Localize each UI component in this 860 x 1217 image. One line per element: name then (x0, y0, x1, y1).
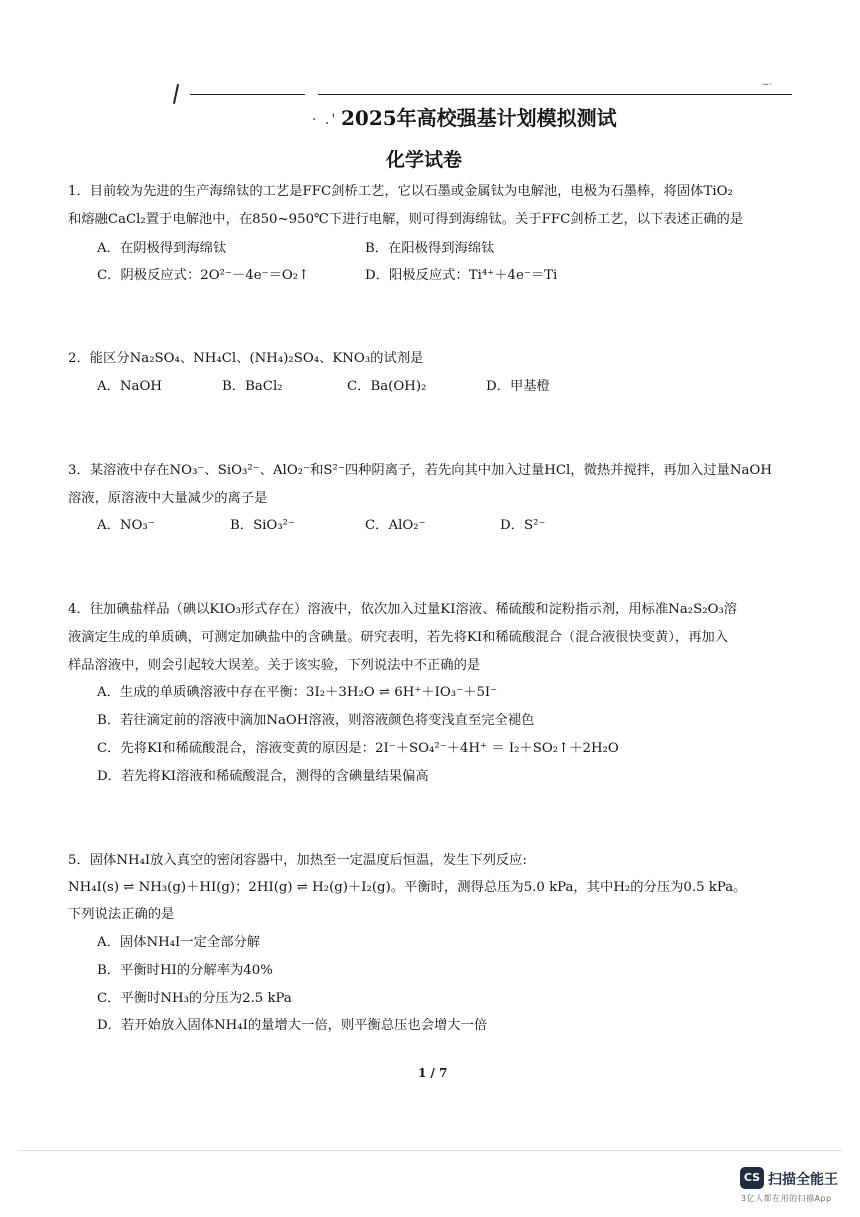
q5-option-c: C．平衡时NH₃的分压为2.5 kPa (97, 991, 292, 1006)
q3-text-line: 3．某溶液中存在NO₃⁻、SiO₃²⁻、AlO₂⁻和S²⁻四种阴离子，若先向其中加入过量HCl，微热并搅拌，再加入过量NaOH (68, 463, 772, 478)
q3-option-a: A．NO₃⁻ (97, 518, 155, 533)
header-rule-right (318, 94, 792, 95)
q1-option-c: C．阴极反应式：2O²⁻－4e⁻＝O₂↑ (97, 268, 310, 283)
q1-option-b: B．在阳极得到海绵钛 (365, 241, 495, 256)
q2-option-a: A．NaOH (97, 379, 162, 394)
q3-option-d: D．S²⁻ (500, 518, 546, 533)
q5-option-d: D．若开始放入固体NH₄I的量增大一倍，则平衡总压也会增大一倍 (97, 1018, 488, 1033)
header-rule-left (190, 94, 305, 95)
q5-text-line: NH₄I(s) ⇌ NH₃(g)＋HI(g)；2HI(g) ⇌ H₂(g)＋I₂(g)。平衡时，测得总压为5.0 kPa，其中H₂的分压为0.5 kPa。 (68, 880, 747, 895)
q4-text-line: 样品溶液中，则会引起较大误差。关于该实验，下列说法中不正确的是 (68, 658, 481, 673)
scanner-app-tagline: 3亿人都在用的扫描App (741, 1194, 832, 1203)
q4-option-b: B．若往滴定前的溶液中滴加NaOH溶液，则溶液颜色将变浅直至完全褪色 (97, 713, 535, 728)
q1-text-line: 1．目前较为先进的生产海绵钛的工艺是FFC剑桥工艺，它以石墨或金属钛为电解池，电极为石墨棒，将固体TiO₂ (68, 184, 733, 199)
page-number: 1 / 7 (418, 1066, 448, 1080)
corner-mark: ~· (762, 80, 773, 90)
q2-option-c: C．Ba(OH)₂ (347, 379, 427, 394)
q4-text-line: 液滴定生成的单质碘，可测定加碘盐中的含碘量。研究表明，若先将KI和稀硫酸混合（混合液很快变黄），再加入 (68, 630, 729, 645)
q1-option-d: D．阳极反应式：Ti⁴⁺＋4e⁻＝Ti (365, 268, 558, 283)
scan-mark (173, 84, 179, 104)
q4-text-line: 4．往加碘盐样品（碘以KIO₃形式存在）溶液中，依次加入过量KI溶液、稀硫酸和淀粉指示剂，用标准Na₂S₂O₃溶 (68, 602, 738, 617)
q5-option-a: A．固体NH₄I一定全部分解 (97, 935, 261, 950)
q2-text-line: 2．能区分Na₂SO₄、NH₄Cl、(NH₄)₂SO₄、KNO₃的试剂是 (68, 351, 424, 366)
q5-text-line: 下列说法正确的是 (68, 907, 175, 922)
q1-text-line: 和熔融CaCl₂置于电解池中，在850~950℃下进行电解，则可得到海绵钛。关于FFC剑桥工艺，以下表述正确的是 (68, 212, 744, 227)
q5-text-line: 5．固体NH₄I放入真空的密闭容器中，加热至一定温度后恒温，发生下列反应: (68, 853, 527, 868)
q2-option-b: B．BaCl₂ (222, 379, 283, 394)
q5-option-b: B．平衡时HI的分解率为40% (97, 963, 273, 978)
footer-divider (18, 1150, 842, 1151)
q4-option-c: C．先将KI和稀硫酸混合，溶液变黄的原因是：2I⁻＋SO₄²⁻＋4H⁺ ＝ I₂＋SO₂↑＋2H₂O (97, 741, 619, 756)
q4-option-a: A．生成的单质碘溶液中存在平衡：3I₂＋3H₂O ⇌ 6H⁺＋IO₃⁻＋5I⁻ (97, 685, 498, 700)
scanner-logo-icon: CS (740, 1167, 764, 1189)
exam-title: 2025年高校强基计划模拟测试 (341, 106, 617, 130)
q3-option-b: B．SiO₃²⁻ (230, 518, 296, 533)
q3-text-line: 溶液，原溶液中大量减少的离子是 (68, 491, 268, 506)
q4-option-d: D．若先将KI溶液和稀硫酸混合，测得的含碘量结果偏高 (97, 769, 429, 784)
scan-dots: · .' (312, 112, 338, 128)
q2-option-d: D．甲基橙 (486, 379, 550, 394)
subject-title: 化学试卷 (386, 149, 463, 171)
q3-option-c: C．AlO₂⁻ (365, 518, 426, 533)
q1-option-a: A．在阴极得到海绵钛 (97, 241, 227, 256)
scanner-app-name: 扫描全能王 (768, 1172, 838, 1188)
